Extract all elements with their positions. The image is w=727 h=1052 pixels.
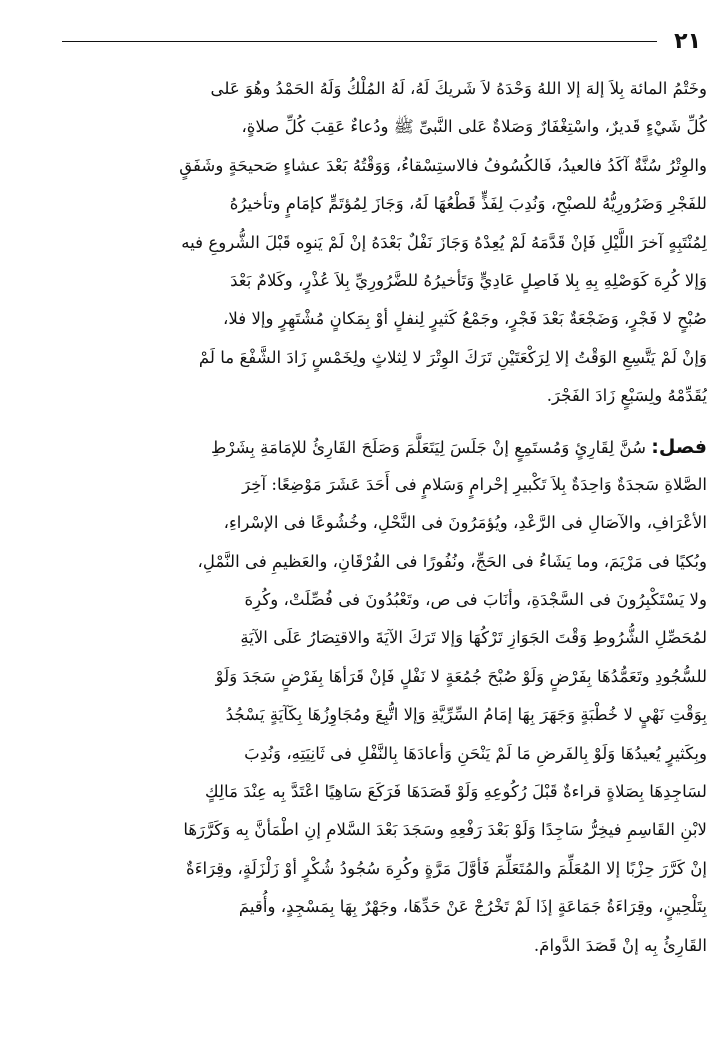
section-heading-continuation: سُنَّ لِقَارِئٍ وَمُستَمِعٍ إنْ جَلَسَ لِيَتَعَلَّمَ وَصَلَحَ القَارِئُ للإمَامَةِ بِشَرْطِ: [210, 437, 646, 457]
text-line: الصَّلاةِ سَجدَةٌ وَاحِدَةٌ بِلاَ تَكْبيرِ إحْرامٍ وَسَلامٍ فى أَحَدَ عَشَرَ مَوْضِعًا: آخِرَ: [242, 474, 707, 494]
text-line: لمُحَصِّلِ الشُّرُوطِ وَقْتَ الجَوَازِ تَرْكُهَا وَإلا تَرَكَ الآيَةَ والاقتِصَارُ عَلَى الآيَةِ: [240, 628, 707, 648]
text-line: ولا يَسْتَكْبِرُونَ فى السَّجْدَةِ، وأنَابَ فى ص، وتَعْبُدُونَ فى فُصِّلَتْ، وكُرِهَ: [244, 590, 707, 610]
text-line: كُلِّ شَيْءٍ قَديرٌ، واسْتِغْفَارٌ وَصَلاةٌ عَلى النَّبىِّ ﷺ ودُعاءٌ عَقِبَ كُلِّ صلاةٍ،: [241, 117, 707, 137]
text-line: القَارِئُ بِه إنْ قَصَدَ الدَّوامَ.: [533, 935, 707, 955]
section-heading: فصل:: [651, 435, 707, 458]
page-body: [60, 70, 707, 965]
text-line: لسَاجِدِهَا بِصَلاةٍ قراءةٌ قَبْلَ رُكُوعِهِ وَلَوْ قَصَدَهَا فَرَكَعَ سَاهِيًا اعْتَدَّ بِه عِنْدَ مَالِكٍ: [205, 782, 707, 802]
paragraph-2: [60, 428, 707, 965]
text-line: بِوَقْتِ نَهْيٍ لا خُطْبَةٍ وَجَهَرَ بِهَا إمَامُ السِّرِّيَّةِ وَإلا اتُّبِعَ ومُجَاوِزُهَا بِكَآيَةٍ يَسْجُدُ: [225, 705, 707, 725]
text-line: وَإلا كُرِهَ كَوَصْلِهِ بِهِ بِلا فَاصِلٍ عَادِيٍّ وَتَأخيرُهُ للضَّرُورِيِّ بِلاَ عُذْرٍ، وكَلامٌ بَعْدَ: [230, 270, 707, 290]
text-line: صُبْحٍ لا فَجْرٍ، وَضَجْعَةٌ بَعْدَ فَجْرٍ، وجَمْعُ كَثيرٍ لِنفلٍ أوْ بِمَكانٍ مُشْتَهِرٍ وإلا فلا،: [222, 309, 707, 329]
text-line: وَإنْ لَمْ يَتَّسِعِ الوَقْتُ إلا لِرَكْعَتَيْنِ تَرَكَ الوِتْرَ لا لِثلاثٍ ولِخَمْسٍ زَادَ الشَّفْعَ ما لَمْ: [198, 347, 707, 367]
text-line: للسُّجُودِ وتَعَمُّدُهَا بِفَرْضٍ وَلَوْ صُبْحَ جُمُعَةٍ لا نَفْلٍ فَإنْ قَرَأهَا بِفَرْضٍ سَجَدَ وَلَوْ: [215, 666, 707, 686]
page-number: ٢١: [674, 29, 701, 54]
text-line: يُقَدِّمْهُ ولِسَبْعٍ زَادَ الفَجْرَ.: [546, 386, 707, 406]
header-rule: [62, 41, 657, 42]
text-line: وبُكيًا فى مَرْيَمَ، وما يَشَاءُ فى الحَجِّ، ونُفُورًا فى الفُرْقَانِ، والعَظيمِ فى النَّمْلِ،: [197, 551, 707, 571]
paragraph-1: [60, 70, 707, 416]
text-line: لابْنِ القَاسِمِ فيخِرُّ سَاجِدًا وَلَوْ بَعْدَ رَفْعِهِ وسَجَدَ بَعْدَ السَّلامِ إنِ اطْمَأنَّ بِه وَكَرَّرَهَا: [183, 820, 707, 840]
text-line: وخَتْمُ المائة بِلاَ إلهَ إلا اللهُ وَحْدَهُ لاَ شَريكَ لَهُ، لَهُ المُلْكُ وَلَهُ الحَمْدُ وهُوَ عَلى: [210, 79, 707, 98]
text-line: والوِتْرُ سُنَّةٌ آكَدُ فالعيدُ، فَالكُسُوفُ فالاستِسْقاءُ، وَوَقْتُهُ بَعْدَ عشاءٍ صَحيحَةٍ وشَفَقٍ: [179, 155, 707, 175]
text-line: وبِكَثيرٍ يُعيدُهَا وَلَوْ بِالفَرضِ مَا لَمْ يَنْحَنِ وَأعادَهَا بِالنَّفْلِ فى ثَانِيَتِهِ، وَنُدِبَ: [244, 743, 707, 763]
text-line: [60, 428, 707, 466]
text-line: بِتَلْحِينٍ، وقِرَاءَةُ جَمَاعَةٍ إذَا لَمْ تَخْرُجْ عَنْ حَدِّهَا، وجَهْرٌ بِهَا بِمَسْجِدٍ، وأُقيمَ: [238, 897, 707, 917]
page-header: [62, 28, 701, 58]
text-line: إنْ كَرَّرَ حِزْبًا إلا المُعَلِّمَ والمُتَعَلِّمَ فَأوَّلَ مَرَّةٍ وكُرِهَ سُجُودُ شُكْرٍ أوْ زَلْزَلَةٍ، وقِرَاءَةٌ: [186, 858, 707, 878]
text-line: للفَجْرِ وَضَرُورِيُّهُ للصبْحِ، وَنُدِبَ لِفَذٍّ قَطْعُهَا لَهُ، وَجَازَ لِمُؤتَمٍّ كإمَامٍ وتأخيرُهُ: [229, 194, 707, 214]
paragraph-gap: [60, 416, 707, 428]
text-line: لِمُنْتَبِهٍ آخرَ اللَّيْلِ فَإنْ قَدَّمَهُ لَمْ يُعِدْهُ وَجَازَ نَفْلٌ بَعْدَهُ إنْ لَمْ يَنوِه قَبْلَ الشُّروعِ فيه: [181, 232, 707, 252]
text-line: الأعْرَافِ، والآصَالِ فى الرَّعْدِ، ويُؤمَرُونَ فى النَّحْلِ، وخُشُوعًا فى الإسْراءِ،: [223, 513, 707, 533]
